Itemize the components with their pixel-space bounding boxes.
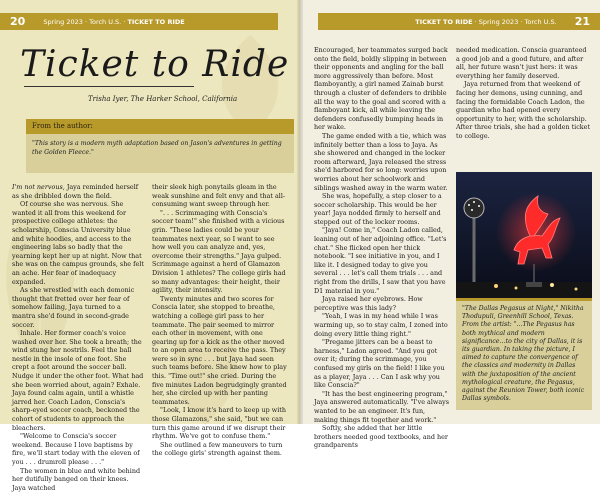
- photo-caption: "The Dallas Pegasus at Night," Nikitha Thodupuli, Greenhill School, Texas. From the artist: "...The Pegasus has both mythical and modern significance…to the city of Dallas, it is its guardian. In taking the picture, I aimed to capture the convergence of the classics and modernity in Dallas with the juxtaposition of the ancient mythological creature, the Pegasus, against the Reunion Tower, both iconic Dallas symbols.: [462, 305, 585, 403]
- article-title: Ticket to Ride: [20, 44, 290, 85]
- from-author-box: [26, 119, 294, 173]
- from-author-heading: From the author:: [26, 119, 294, 134]
- header-left-issue: Spring 2023 · Torch U.S. ·: [43, 17, 128, 26]
- page-number-right: 21: [574, 15, 590, 28]
- header-left: [0, 13, 278, 30]
- paragraph: their sleek high ponytails gleam in the weak sunshine and felt envy and that all-consuming want sweep through her.: [152, 183, 286, 209]
- header-left-text: [43, 18, 184, 26]
- body-column-4: [456, 46, 592, 141]
- paragraph: The game ended with a tie, which was infinitely better than a loss to Jaya. As she showered and changed in the locker room afterward, Jaya released the stress she'd harbored for so long: worries upon worries about her schoolwork and siblings washed away in the warm water.: [314, 131, 448, 192]
- header-right: [318, 13, 600, 30]
- paragraph: She was, hopefully, a step closer to a soccer scholarship. This would be her year! Jaya nodded firmly to herself and stepped out of the locker rooms.: [314, 192, 442, 226]
- paragraph: "Pregame jitters can be a beast to harness," Ladon agreed. "And you got over it; during the scrimmage, you confused my girls on the field! I like you as a player, Jaya . . . Can I ask why you like Conscia?": [314, 338, 445, 390]
- paragraph: Twenty minutes and two scores for Conscia later, she stopped to breathe, watching a college girl pass to her teammate. The pair seemed to mirror each other in movement, with one gearing up for a kick as the other moved to an open area to receive the pass. They were so in sync . . . but Jaya had seen such teams before. She knew how to play this. "Time out!" she cried. During the five minutes Ladon begrudgingly granted her, she circled up with her panting teammates.: [152, 294, 287, 406]
- paragraph: Jaya raised her eyebrows. How perceptive was this lady?: [314, 295, 423, 312]
- pegasus-photo: [456, 172, 592, 298]
- spine-gutter: [297, 0, 303, 424]
- paragraph: "Jaya! Come in," Coach Ladon called, leaning out of her adjoining office. "Let's chat." She flicked open her thick notebook. "I see initiative in you, and I like it. I designed today to give you several . . . let's call them trials . . . and right from the drills, I saw that you have D1 material in you.": [314, 226, 447, 295]
- paragraph: ". . . Scrimmaging with Conscia's soccer team!" she finished with a vicious grin. "These ladies could be your teammates next year, so I want to see how well you can analyze and, yes, overcome their strengths." Jaya gulped. Scrimmage against a herd of Glamazon Division 1 athletes? The college girls had so many advantages: their height, their agility, their intensity.: [152, 208, 286, 295]
- header-right-text: [415, 18, 556, 26]
- paragraph: needed medication. Conscia guaranteed a good job and a good future, and after all, her future wasn't just hers: it was everything her family deserved.: [456, 46, 587, 80]
- paragraph: Encouraged, her teammates surged back onto the field, boldly slipping in between their opponents and angling for the ball more aggressively than before. Most flamboyantly, a girl named Zainab burst through a cluster of defenders to dribble all the way to the goal and scored with a flamboyant kick, all while leaving the defenders confusedly bumping heads in her wake.: [314, 46, 448, 132]
- paragraph: Inhale. Her former coach's voice washed over her. She took a breath; the wind stung her nostrils. Feel the ball nestle in the insole of one foot. She crept a foot around the soccer ball. Nudge it under the other foot. What had she been worried about, again? Exhale. Jaya found calm again, until a whistle jarred her. Coach Ladon, Conscia's sharp-eyed soccer coach, beckoned the cohort of students to approach the bleachers.: [12, 329, 144, 432]
- body-column-1: [12, 183, 144, 492]
- byline: Trisha Iyer, The Harker School, California: [88, 95, 238, 103]
- paragraph: Jaya returned from that weekend of facing her demons, using cunning, and facing the formidable Coach Ladon, the guardian who had opened every opportunity to her, with the scholarship. After three trials, she had a golden ticket to college.: [456, 80, 591, 140]
- header-right-section: TICKET TO RIDE: [415, 17, 473, 26]
- paragraph: "Look, I know it's hard to keep up with those Glamazons," she said, "but we can turn this game around if we disrupt their rhythm. We've got to confuse them.": [152, 406, 286, 441]
- paragraph: As she wrestled with each demonic thought that fretted over her fear of somehow failing, Jaya turned to a mantra she'd found in second-grade soccer.: [12, 286, 135, 329]
- paragraph: "Welcome to Conscia's soccer weekend. Because I love baptisms by fire, we'll start today with the eleven of you . . . drumroll please . . .": [12, 432, 140, 466]
- body-column-3: [314, 46, 450, 450]
- paragraph: I'm not nervous, Jaya reminded herself as she dribbled down the field.: [12, 183, 139, 200]
- paragraph: "It has the best engineering program," Jaya answered automatically. "I've always wanted to be an engineer. It's fun, making things fit together and work.": [314, 389, 450, 424]
- paragraph: The women in blue and white behind her dutifully banged on their knees. Jaya watched: [12, 466, 141, 492]
- title-underline: [24, 86, 194, 87]
- from-author-text: "This story is a modern myth adaptation based on Jason's adventures in getting the Golden Fleece.": [32, 140, 282, 156]
- photo-caption-box: [456, 298, 592, 410]
- pegasus-neon-sign-icon: [456, 172, 592, 298]
- paragraph: Of course she was nervous. She wanted it all from this weekend for prospective college athletes: the scholarship, Conscia University blue and white hoodies, and access to the engineering labs so badly that the yearning kept her up at night. Now that she was on the campus grounds, she felt an ache. Her fear of inadequacy expanded.: [12, 200, 144, 286]
- body-column-2: [152, 183, 288, 458]
- page-number-left: 20: [10, 15, 26, 28]
- header-left-section: TICKET TO RIDE: [127, 17, 185, 26]
- caption-rule: [456, 298, 592, 301]
- paragraph: "Yeah, I was in my head while I was warming up, so to stay calm, I zoned into doing every little thing right.": [314, 312, 448, 338]
- paragraph: She outlined a few maneuvers to turn the college girls' strength against them.: [152, 440, 283, 458]
- header-right-issue: · Spring 2023 · Torch U.S.: [472, 17, 557, 26]
- paragraph: Softly, she added that her little brothers needed good textbooks, and her grandparents: [314, 424, 448, 450]
